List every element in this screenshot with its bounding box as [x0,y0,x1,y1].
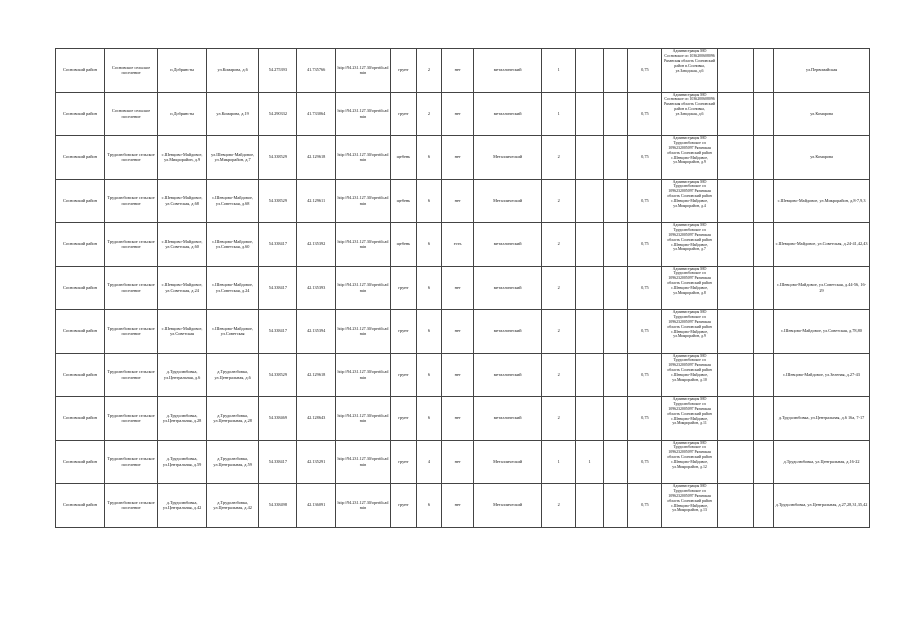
cell-url: http://94.231.127.30/operitb.admin [335,353,390,397]
cell-settlement: Трудолюбовское сельское поселение [104,136,157,180]
cell-volume: 0,75 [628,310,662,354]
cell-sources: с.Шевцово-Майдовое, ул.Зеленая, д.27-43 [774,353,870,397]
cell-url: http://94.231.127.30/operitb.admin [335,179,390,223]
cell-volume: 0,75 [628,136,662,180]
cell-locality: с.Шевцово-Майдовое, ул.Советская, д.24 [158,266,207,310]
cell-area: 6 [416,353,442,397]
cell-lat: 54.338529 [259,353,297,397]
cell-lat: 54.338417 [259,266,297,310]
cell-blank3 [753,353,773,397]
cell-url: http://94.231.127.30/operitb.admin [335,266,390,310]
cell-blank3 [753,179,773,223]
cell-count2 [576,397,604,441]
cell-district: Сосновский район [56,49,105,93]
cell-settlement: Сосновское сельское поселение [104,49,157,93]
cell-lon: 42.129618 [297,353,335,397]
cell-volume: 0,75 [628,484,662,528]
cell-type: металлический [474,92,542,136]
table-row [56,353,870,397]
cell-locality: д.Трудолюбовка, ул.Центральная, д.42 [158,484,207,528]
cell-blank2 [717,136,753,180]
cell-address: д.Трудолюбовка, ул.Центральная, д.6 [207,353,259,397]
cell-blank1 [603,92,627,136]
cell-lon: 42.135394 [297,310,335,354]
cell-surface: грунт [391,92,417,136]
cell-org: Администрация МО Трудолюбовское сп 1096232005097 Рязанская область Сосновский район с.Шевцово-Майдовое, ул.Микрорайон, д.7 [662,223,717,267]
cell-count2 [576,223,604,267]
cell-blank1 [603,484,627,528]
cell-lat: 54.275393 [259,49,297,93]
cell-org: Администрация МО Трудолюбовское сп 1096232005097 Рязанская область Сосновский район с.Шевцово-Майдовое, ул.Микрорайон, д.11 [662,397,717,441]
cell-count: 2 [542,266,576,310]
cell-blank3 [753,397,773,441]
cell-org: Администрация МО Трудолюбовское сп 1096232005097 Рязанская область Сосновский район с.Шевцово-Майдовое, ул.Микрорайон, д.13 [662,484,717,528]
cell-cover: нет [442,353,474,397]
cell-lon: 42.128643 [297,397,335,441]
cell-lon: 41.733064 [297,92,335,136]
cell-area: 6 [416,223,442,267]
cell-lat: 54.338498 [259,484,297,528]
cell-district: Сосновский район [56,440,105,484]
cell-type: Металлический [474,484,542,528]
table-row [56,136,870,180]
table-row [56,92,870,136]
cell-count: 2 [542,397,576,441]
cell-district: Сосновский район [56,92,105,136]
cell-area: 6 [416,397,442,441]
cell-lon: 42.135392 [297,223,335,267]
cell-locality: д.Трудолюбовка, ул.Центральная, д.59 [158,440,207,484]
cell-count2 [576,179,604,223]
cell-count: 1 [542,49,576,93]
cell-org: Администрация МО Трудолюбовское сп 1096232005097 Рязанская область Сосновский район с.Шевцово-Майдовое, ул.Микрорайон, д.10 [662,353,717,397]
cell-locality: с.Шевцово-Майдовое, ул.Советская, д.60 [158,223,207,267]
cell-cover: нет [442,136,474,180]
cell-blank1 [603,49,627,93]
cell-surface: грунт [391,484,417,528]
cell-sources: с.Шевцово-Майдовое, ул.Микрорайон, д.8-7,9,3 [774,179,870,223]
cell-org: Администрация МО Трудолюбовское сп 1096232005097 Рязанская область Сосновский район с.Шевцово-Майдовое, ул.Микрорайон, д.8 [662,266,717,310]
cell-district: Сосновский район [56,310,105,354]
cell-surface: щебень [391,136,417,180]
cell-lat: 54.338469 [259,397,297,441]
cell-lon: 42.136091 [297,484,335,528]
cell-count: 2 [542,353,576,397]
cell-district: Сосновский район [56,136,105,180]
cell-volume: 0,75 [628,49,662,93]
table-row [56,310,870,354]
cell-locality: д.Трудолюбовка, ул.Центральная, д.6 [158,353,207,397]
cell-surface: грунт [391,353,417,397]
cell-address: д.Трудолюбовка, ул.Центральная, д.42 [207,484,259,528]
cell-sources: с.Шевцово-Майдовое, ул.Советская, д.44-56, 16-29 [774,266,870,310]
cell-surface: грунт [391,440,417,484]
cell-type: металлический [474,49,542,93]
cell-settlement: Трудолюбовское сельское поселение [104,440,157,484]
cell-district: Сосновский район [56,179,105,223]
cell-district: Сосновский район [56,266,105,310]
cell-surface: грунт [391,49,417,93]
cell-sources: ул.Комарова [774,92,870,136]
cell-settlement: Трудолюбовское сельское поселение [104,223,157,267]
cell-count2 [576,49,604,93]
cell-blank3 [753,92,773,136]
cell-area: 6 [416,136,442,180]
cell-blank1 [603,440,627,484]
cell-url: http://94.231.127.30/operitb.admin [335,92,390,136]
cell-lat: 54.338529 [259,179,297,223]
cell-lon: 42.135393 [297,266,335,310]
cell-blank1 [603,136,627,180]
cell-lon: 42.135291 [297,440,335,484]
cell-count: 2 [542,223,576,267]
cell-org: Администрация МО Трудолюбовское сп 1096232005097 Рязанская область Сосновский район с.Шевцово-Майдовое, ул.Микрорайон, д.9 [662,136,717,180]
cell-blank1 [603,266,627,310]
cell-blank2 [717,484,753,528]
table-row [56,179,870,223]
cell-blank2 [717,49,753,93]
cell-sources: д.Трудолюбовка, ул.Центральная, д.16-22 [774,440,870,484]
cell-lat: 54.338417 [259,310,297,354]
cell-type: Металлический [474,179,542,223]
cell-blank3 [753,136,773,180]
container-sites-table [55,48,870,528]
cell-volume: 0,75 [628,266,662,310]
cell-cover: нет [442,92,474,136]
cell-locality: п.Добрянсты [158,49,207,93]
cell-url: http://94.231.127.30/operitb.admin [335,440,390,484]
cell-area: 6 [416,484,442,528]
cell-district: Сосновский район [56,397,105,441]
cell-url: http://94.231.127.30/operitb.admin [335,484,390,528]
cell-blank3 [753,484,773,528]
cell-lat: 54.338529 [259,136,297,180]
cell-address: с.Шевцово-Майдовое, ул.Советская, д.68 [207,179,259,223]
cell-count: 2 [542,310,576,354]
cell-org: Администрация МО Сосновское сп 1036200608096 Рязанская область Сосновский район п.Сосновка, ул.Заводская, д.6 [662,49,717,93]
cell-blank2 [717,353,753,397]
cell-area: 2 [416,92,442,136]
cell-surface: грунт [391,266,417,310]
table-row [56,223,870,267]
cell-blank1 [603,397,627,441]
cell-sources: д.Трудолюбовка, ул.Центральная, д.6 16а, 7-17 [774,397,870,441]
cell-blank2 [717,310,753,354]
cell-address: с.Шевцово-Майдовое, ул.Советская [207,310,259,354]
cell-settlement: Трудолюбовское сельское поселение [104,266,157,310]
cell-blank2 [717,179,753,223]
cell-count2 [576,136,604,180]
cell-settlement: Трудолюбовское сельское поселение [104,179,157,223]
cell-settlement: Трудолюбовское сельское поселение [104,397,157,441]
cell-blank2 [717,440,753,484]
cell-org: Администрация МО Сосновское сп 1036200608096 Рязанская область Сосновский район п.Сосновка, ул.Заводская, д.6 [662,92,717,136]
cell-count: 2 [542,179,576,223]
cell-cover: есть [442,223,474,267]
cell-cover: нет [442,310,474,354]
table-row [56,397,870,441]
cell-count: 1 [542,92,576,136]
cell-volume: 0,75 [628,397,662,441]
cell-sources: с.Шевцово-Майдовое, ул.Советская, д.24-41,42,43 [774,223,870,267]
cell-url: http://94.231.127.30/operitb.admin [335,136,390,180]
cell-cover: нет [442,266,474,310]
cell-blank1 [603,353,627,397]
cell-sources: ул.Комарова [774,136,870,180]
cell-area: 6 [416,266,442,310]
cell-blank3 [753,49,773,93]
cell-blank2 [717,397,753,441]
cell-lon: 42.129611 [297,179,335,223]
cell-count2 [576,353,604,397]
cell-blank2 [717,223,753,267]
cell-address: д.Трудолюбовка, ул.Центральная, д.28 [207,397,259,441]
cell-url: http://94.231.127.30/operitb.admin [335,223,390,267]
table-row [56,49,870,93]
cell-type: металлический [474,266,542,310]
cell-settlement: Трудолюбовское сельское поселение [104,310,157,354]
cell-blank1 [603,310,627,354]
cell-org: Администрация МО Трудолюбовское сп 1096232005097 Рязанская область Сосновский район с.Шевцово-Майдовое, ул.Микрорайон, д.4 [662,179,717,223]
cell-volume: 0,75 [628,179,662,223]
cell-lon: 42.129618 [297,136,335,180]
table-row [56,484,870,528]
cell-lon: 41.735766 [297,49,335,93]
cell-locality: с.Шевцово-Майдовое, ул.Советская [158,310,207,354]
cell-address: д.Трудолюбовка, ул.Центральная, д.59 [207,440,259,484]
cell-blank1 [603,179,627,223]
cell-locality: д.Трудолюбовка, ул.Центральная, д.28 [158,397,207,441]
cell-surface: щебень [391,223,417,267]
cell-count2 [576,92,604,136]
cell-type: металлический [474,397,542,441]
cell-count2 [576,266,604,310]
cell-cover: нет [442,179,474,223]
cell-cover: нет [442,49,474,93]
cell-count: 2 [542,484,576,528]
cell-settlement: Трудолюбовское сельское поселение [104,353,157,397]
cell-lat: 54.338417 [259,440,297,484]
cell-org: Администрация МО Трудолюбовское сп 1096232005097 Рязанская область Сосновский район с.Шевцово-Майдовое, ул.Микрорайон, д.12 [662,440,717,484]
cell-volume: 0,75 [628,353,662,397]
cell-cover: нет [442,397,474,441]
cell-area: 2 [416,49,442,93]
cell-area: 4 [416,440,442,484]
cell-volume: 0,75 [628,92,662,136]
cell-blank3 [753,440,773,484]
cell-blank2 [717,266,753,310]
cell-type: Металлический [474,440,542,484]
cell-address: с.Шевцово-Майдовое, ул.Советская, д.24 [207,266,259,310]
cell-lat: 54.290332 [259,92,297,136]
cell-url: http://94.231.127.30/operitb.admin [335,397,390,441]
cell-cover: нет [442,484,474,528]
cell-sources: ул.Первомайская [774,49,870,93]
cell-blank3 [753,223,773,267]
cell-count2 [576,310,604,354]
cell-count: 1 [542,440,576,484]
cell-count: 2 [542,136,576,180]
table-row [56,440,870,484]
cell-locality: п.Добрянсты [158,92,207,136]
cell-surface: грунт [391,310,417,354]
cell-district: Сосновский район [56,484,105,528]
cell-type: металлический [474,353,542,397]
cell-surface: щебень [391,179,417,223]
cell-count2 [576,484,604,528]
cell-district: Сосновский район [56,353,105,397]
cell-area: 6 [416,310,442,354]
cell-settlement: Сосновское сельское поселение [104,92,157,136]
cell-type: Металлический [474,136,542,180]
cell-blank3 [753,310,773,354]
table-row [56,266,870,310]
cell-volume: 0,75 [628,223,662,267]
cell-org: Администрация МО Трудолюбовское сп 1096232005097 Рязанская область Сосновский район с.Шевцово-Майдовое, ул.Микрорайон, д.9 [662,310,717,354]
cell-district: Сосновский район [56,223,105,267]
cell-url: http://94.231.127.30/operitb.admin [335,49,390,93]
cell-cover: нет [442,440,474,484]
cell-address: ул.Комарова, д.6 [207,49,259,93]
document-sheet [55,48,870,528]
cell-sources: д.Трудолюбовка, ул.Центральная, д.27,28,31,35,42 [774,484,870,528]
cell-lat: 54.338417 [259,223,297,267]
cell-address: ул.Комарова, д.19 [207,92,259,136]
cell-area: 6 [416,179,442,223]
cell-type: металлический [474,310,542,354]
cell-locality: с.Шевцово-Майдовое, ул.Советская, д.68 [158,179,207,223]
cell-url: http://94.231.127.30/operitb.admin [335,310,390,354]
cell-surface: грунт [391,397,417,441]
cell-locality: с.Шевцово-Майдовое, ул.Микрорайон, д.9 [158,136,207,180]
cell-type: металлический [474,223,542,267]
cell-blank3 [753,266,773,310]
cell-count2: 1 [576,440,604,484]
cell-blank2 [717,92,753,136]
cell-address: ул.Шевцово-Майдовое, ул.Микрорайон, д.7 [207,136,259,180]
cell-sources: с.Шевцово-Майдовое, ул.Советская, д.78,80 [774,310,870,354]
cell-volume: 0,75 [628,440,662,484]
cell-blank1 [603,223,627,267]
cell-address: с.Шевцово-Майдовое, ул.Советская, д.60 [207,223,259,267]
cell-settlement: Трудолюбовское сельское поселение [104,484,157,528]
